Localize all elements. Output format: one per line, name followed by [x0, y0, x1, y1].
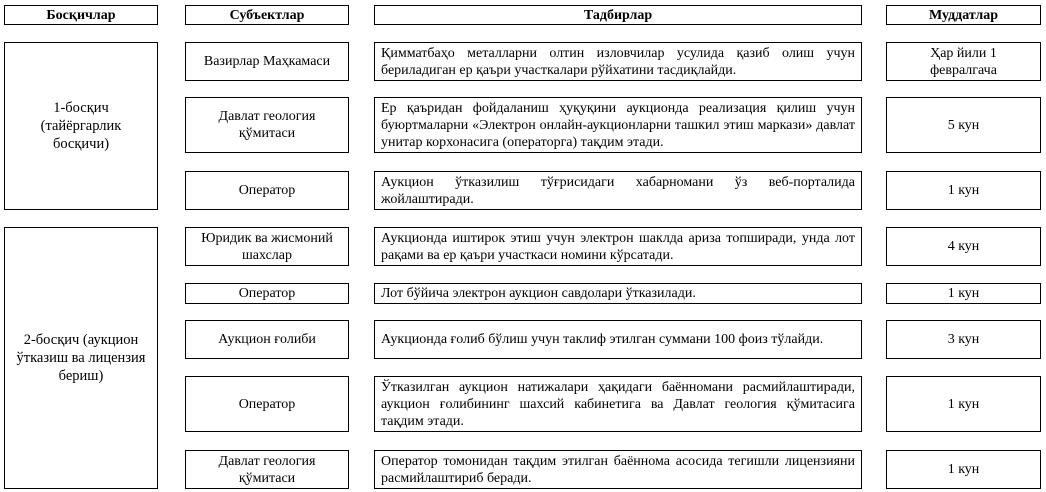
action-cell	[374, 97, 862, 153]
subject-label: Оператор	[238, 286, 296, 301]
action-text: Лот бўйича электрон аукцион савдолари ўтказилади.	[381, 286, 696, 301]
subject-label: Оператор	[238, 396, 296, 412]
subject-cell	[185, 171, 349, 210]
action-cell	[374, 283, 862, 304]
deadline-text: 1 кун	[947, 286, 980, 301]
action-text: Ер қаъридан фойдаланиш ҳуқуқини аукционда реализация қилиш учун буюртмаларни «Электрон онлайн-аукционларни ташкил этиш маркази» давлат унитар корхонасига (операторга) тақдим этади.	[381, 100, 855, 150]
action-cell	[374, 42, 862, 81]
deadline-text: 4 кун	[947, 239, 980, 254]
subject-label: Юридик ва жисмоний шахслар	[201, 230, 333, 263]
subject-label: Давлат геология қўмитаси	[218, 453, 316, 486]
deadline-text: 1 кун	[947, 183, 980, 198]
stage-2-label: 2-босқич (аукцион ўтказиш ва лицензия бериш)	[16, 332, 146, 384]
stage-1-box	[4, 42, 158, 210]
deadline-text: 1 кун	[947, 396, 980, 412]
header-deadlines-label: Муддатлар	[928, 7, 999, 23]
subject-label: Аукцион ғолиби	[218, 332, 316, 347]
deadline-cell	[886, 320, 1041, 359]
deadline-text: 1 кун	[947, 462, 980, 477]
stage-2-box	[4, 227, 158, 489]
subject-label: Давлат геология қўмитаси	[218, 109, 316, 141]
deadline-text: Ҳар йили 1 февралгача	[930, 45, 997, 78]
header-subjects	[185, 5, 349, 25]
action-text: Аукционда иштирок этиш учун электрон шаклда ариза топширади, унда лот рақами ва ер қаъри участкаси номини кўрсатади.	[381, 230, 855, 263]
action-text: Ўтказилган аукцион натижалари ҳақидаги баённомани расмийлаштиради, аукцион ғолибининг шахсий кабинетига ва Давлат геология қўмитасига тақдим этади.	[381, 379, 855, 429]
action-cell	[374, 450, 862, 489]
deadline-cell	[886, 42, 1041, 81]
subject-cell	[185, 320, 349, 359]
subject-cell	[185, 376, 349, 432]
subject-cell	[185, 283, 349, 304]
action-text: Аукционда ғолиб бўлиш учун таклиф этилган суммани 100 фоиз тўлайди.	[381, 332, 824, 347]
action-text: Оператор томонидан тақдим этилган баённома асосида тегишли лицензияни расмийлаштириб беради.	[381, 453, 855, 486]
header-deadlines	[886, 5, 1041, 25]
subject-cell	[185, 450, 349, 489]
subject-label: Оператор	[238, 183, 296, 198]
subject-cell	[185, 42, 349, 81]
action-text: Аукцион ўтказилиш тўғрисидаги хабарномани ўз веб-порталида жойлаштиради.	[381, 174, 855, 207]
action-text: Қимматбаҳо металларни олтин изловчилар усулида қазиб олиш учун бериладиган ер қаъри участкалари рўйхатини тасдиқлайди.	[381, 45, 855, 78]
header-actions	[374, 5, 862, 25]
deadline-text: 3 кун	[947, 332, 980, 347]
action-cell	[374, 320, 862, 359]
deadline-cell	[886, 171, 1041, 210]
deadline-cell	[886, 227, 1041, 266]
subject-cell	[185, 97, 349, 153]
action-cell	[374, 171, 862, 210]
deadline-text: 5 кун	[947, 117, 980, 133]
header-stages-label: Босқичлар	[46, 7, 116, 23]
deadline-cell	[886, 97, 1041, 153]
deadline-cell	[886, 283, 1041, 304]
action-cell	[374, 376, 862, 432]
header-subjects-label: Субъектлар	[229, 7, 305, 23]
deadline-cell	[886, 376, 1041, 432]
header-stages	[4, 5, 158, 25]
subject-cell	[185, 227, 349, 266]
action-cell	[374, 227, 862, 266]
subject-label: Вазирлар Маҳкамаси	[203, 54, 331, 69]
deadline-cell	[886, 450, 1041, 489]
header-actions-label: Тадбирлар	[583, 7, 653, 23]
stage-1-label: 1-босқич (тайёргарлик босқичи)	[40, 100, 122, 152]
